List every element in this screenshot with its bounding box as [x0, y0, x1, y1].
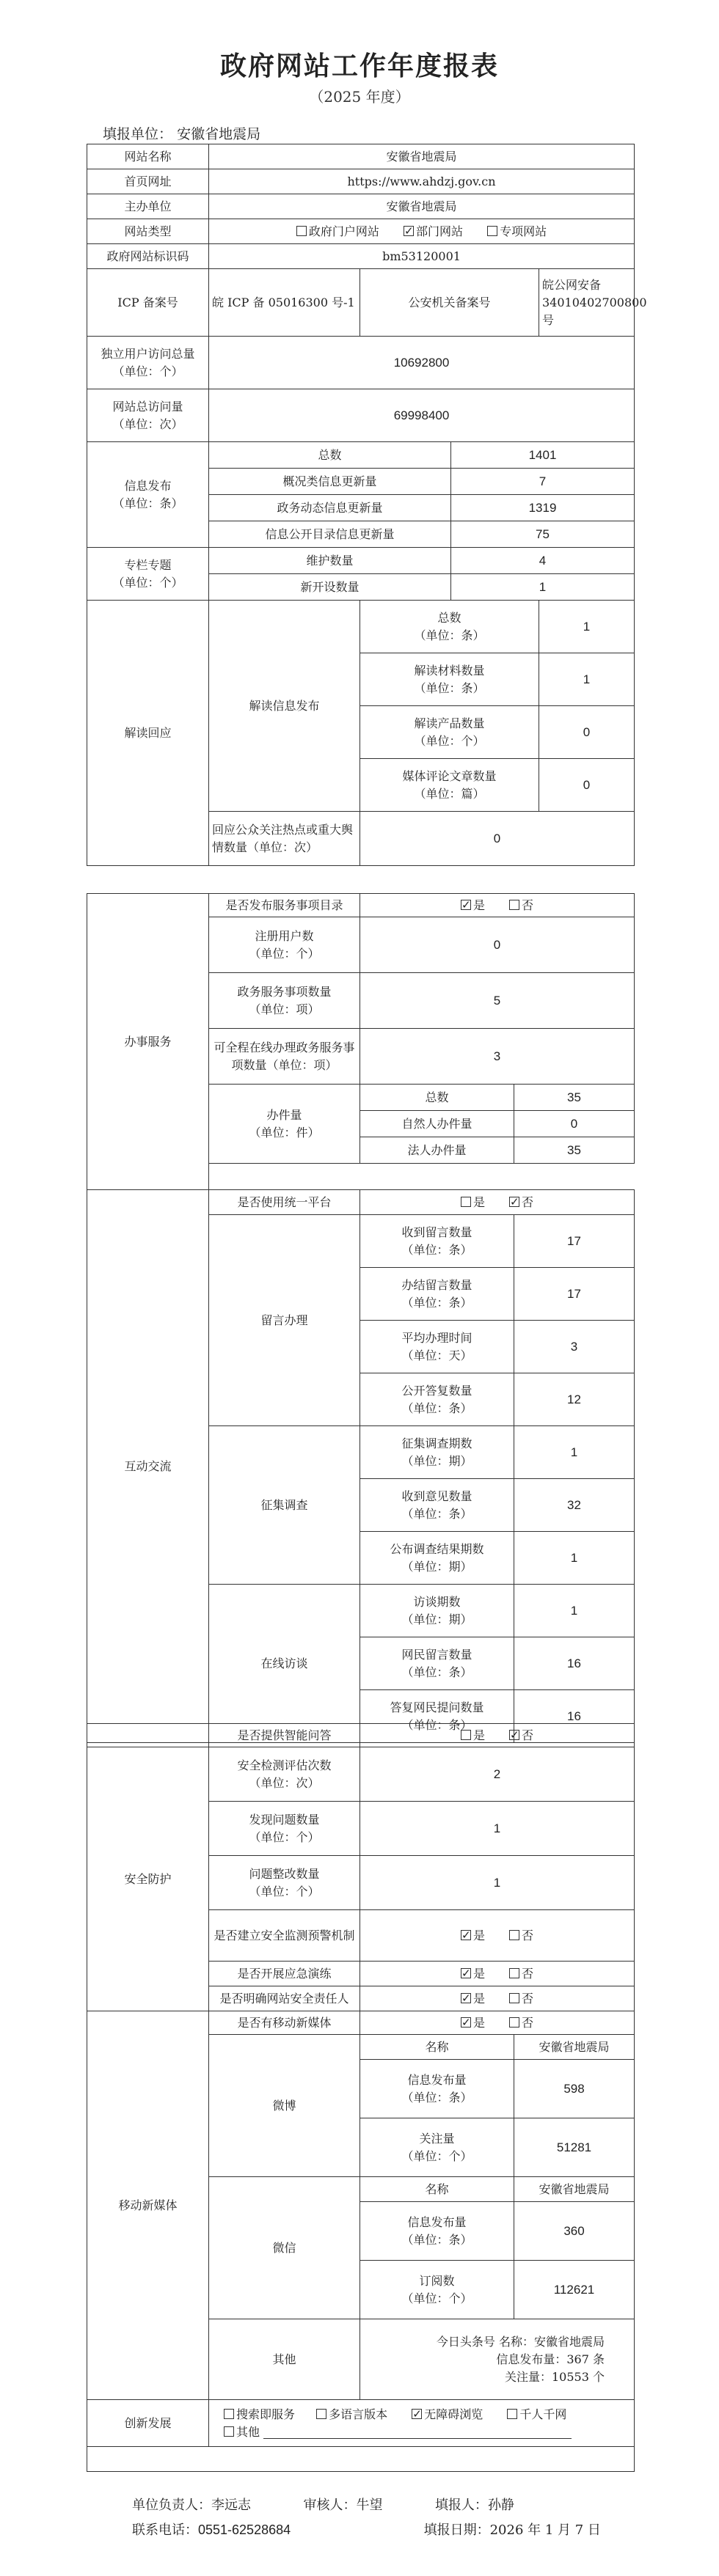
topics-label — [87, 548, 209, 601]
interpret-label: 解读回应 — [87, 601, 209, 866]
topics-row-label: 维护数量 — [209, 548, 451, 574]
msg-row-value: 17 — [514, 1215, 635, 1268]
drill-options — [360, 1962, 635, 1986]
msg-row-label — [360, 1321, 514, 1373]
users-label — [209, 917, 360, 973]
checkbox-icon — [509, 2017, 519, 2028]
survey-row-label-text: 收到意见数量 — [401, 1489, 472, 1503]
media-label: 移动新媒体 — [87, 2011, 209, 2400]
pv-unit: （单位：次） — [112, 417, 183, 431]
publish-row-value: 7 — [451, 469, 635, 495]
phone-label: 联系电话： — [132, 2522, 198, 2538]
publish-label-text: 信息发布 — [124, 478, 172, 493]
publish-unit: （单位：条） — [112, 496, 183, 510]
catalog-no[interactable] — [509, 897, 533, 914]
site-type-options — [209, 219, 635, 244]
handled-label-text: 办件量 — [266, 1107, 302, 1122]
chief-value: 李远志 — [211, 2498, 251, 2513]
platform-label: 是否使用统一平台 — [209, 1190, 360, 1215]
weibo-fans-value: 51281 — [514, 2118, 635, 2177]
checkbox-checked-icon — [404, 226, 414, 236]
police-label: 公安机关备案号 — [360, 269, 539, 337]
users-unit: （单位：个） — [249, 946, 320, 961]
option-label: 无障碍浏览 — [424, 2407, 483, 2421]
talk-row-unit: （单位：条） — [401, 1717, 472, 1732]
reviewer-value: 牛望 — [356, 2498, 383, 2513]
date-value: 2026 年 1 月 7 日 — [489, 2522, 601, 2538]
innovation-accessible[interactable] — [412, 2406, 483, 2423]
wechat-name-value: 安徽省地震局 — [514, 2177, 635, 2202]
interpret-row-label — [360, 601, 539, 653]
innovation-multilang[interactable] — [316, 2406, 387, 2423]
interpret-row-unit: （单位：篇） — [414, 786, 485, 801]
checkbox-icon — [509, 1968, 519, 1978]
checkbox-icon — [487, 226, 497, 236]
option-label: 是 — [472, 898, 485, 912]
weibo-fans-label-text: 关注量 — [419, 2131, 455, 2146]
smart-label: 是否提供智能问答 — [209, 1724, 360, 1747]
monitor-options — [360, 1910, 635, 1962]
media-has-options — [360, 2011, 635, 2035]
checkbox-icon — [509, 1930, 519, 1940]
interpret-row-label-text: 解读材料数量 — [414, 663, 485, 678]
topics-row-value: 4 — [451, 548, 635, 574]
smart-yes[interactable] — [461, 1727, 485, 1744]
weibo-pub-unit: （单位：条） — [401, 2090, 472, 2105]
publish-row-value: 1401 — [451, 442, 635, 469]
talk-row-label-text: 网民留言数量 — [401, 1647, 472, 1662]
talk-row-value: 16 — [514, 1637, 635, 1690]
option-label: 是 — [472, 1928, 485, 1942]
checkbox-checked-icon — [461, 2017, 471, 2028]
weibo-fans-label — [360, 2118, 514, 2177]
security-row-value: 1 — [360, 1856, 635, 1910]
smart-no[interactable] — [509, 1727, 533, 1744]
wechat-pub-value: 360 — [514, 2202, 635, 2261]
interpret-row-unit: （单位：条） — [414, 680, 485, 695]
msg-row-label — [360, 1215, 514, 1268]
pv-label-text: 网站总访问量 — [112, 399, 183, 414]
checkbox-icon — [461, 1197, 471, 1207]
platform-options — [360, 1190, 635, 1215]
survey-row-value: 1 — [514, 1532, 635, 1585]
report-year: （2025 年度） — [309, 88, 410, 106]
footer-contact — [132, 2520, 601, 2539]
option-label: 其他 — [236, 2424, 260, 2439]
checkbox-icon — [224, 2426, 234, 2437]
uv-label — [87, 337, 209, 389]
msg-row-value: 12 — [514, 1373, 635, 1426]
security-row-label — [209, 1856, 360, 1910]
checkbox-checked-icon — [461, 1968, 471, 1978]
innovation-label: 创新发展 — [87, 2400, 209, 2447]
users-value: 0 — [360, 917, 635, 973]
option-label: 千人千网 — [519, 2407, 567, 2421]
security-row-label-text: 安全检测评估次数 — [237, 1758, 332, 1772]
filler-unit-value: 安徽省地震局 — [177, 126, 261, 142]
wechat-pub-unit: （单位：条） — [401, 2232, 472, 2247]
date-label: 填报日期： — [423, 2522, 490, 2538]
survey-row-unit: （单位：期） — [401, 1559, 472, 1574]
talk-row-label — [360, 1585, 514, 1637]
security-row-unit: （单位：次） — [249, 1775, 320, 1790]
items-label — [209, 973, 360, 1029]
type-option-label: 政府门户网站 — [308, 224, 379, 238]
monitor-yes[interactable] — [461, 1927, 485, 1945]
site-name-label: 网站名称 — [87, 144, 209, 169]
publish-row-value: 75 — [451, 521, 635, 548]
checkbox-icon — [461, 1730, 471, 1740]
option-label: 否 — [522, 1991, 534, 2006]
other-media-line: 关注量：10553 个 — [505, 2369, 605, 2384]
msg-row-label-text: 收到留言数量 — [401, 1225, 472, 1239]
security-row-label-text: 问题整改数量 — [249, 1866, 320, 1881]
uv-value: 10692800 — [209, 337, 635, 389]
handled-row-label: 法人办件量 — [360, 1137, 514, 1164]
chief-label: 单位负责人： — [132, 2498, 211, 2513]
security-media-table — [87, 1723, 635, 2472]
publish-row-label: 政务动态信息更新量 — [209, 495, 451, 521]
msg-row-unit: （单位：条） — [401, 1242, 472, 1257]
talk-row-value: 1 — [514, 1585, 635, 1637]
handled-row-label: 自然人办件量 — [360, 1111, 514, 1137]
interpret-row-label — [360, 759, 539, 812]
security-row-label-text: 发现问题数量 — [249, 1812, 320, 1827]
topics-label-text: 专栏专题 — [124, 557, 172, 572]
interaction-table — [87, 1189, 635, 1743]
respond-label: 回应公众关注热点或重大舆情数量（单位：次） — [209, 812, 360, 866]
pv-value: 69998400 — [209, 389, 635, 442]
survey-row-label — [360, 1532, 514, 1585]
smart-options — [360, 1724, 635, 1747]
survey-row-unit: （单位：条） — [401, 1506, 472, 1521]
interpret-sub-label: 解读信息发布 — [209, 601, 360, 812]
filler-person-value: 孙静 — [487, 2498, 514, 2513]
publish-row-label: 概况类信息更新量 — [209, 469, 451, 495]
media-no[interactable] — [509, 2014, 533, 2032]
smart-blank — [87, 1724, 209, 1747]
drill-no[interactable] — [509, 1965, 533, 1983]
interpret-row-value: 1 — [539, 653, 635, 706]
sponsor-value: 安徽省地震局 — [209, 194, 635, 219]
security-row-label — [209, 1747, 360, 1802]
option-label: 否 — [522, 1928, 534, 1942]
msg-row-label-text: 平均办理时间 — [401, 1330, 472, 1345]
interpret-row-label — [360, 653, 539, 706]
footer-signers — [132, 2495, 514, 2514]
home-url-label: 首页网址 — [87, 169, 209, 194]
monitor-no[interactable] — [509, 1927, 533, 1945]
option-label: 是 — [472, 1728, 485, 1742]
msg-row-label — [360, 1373, 514, 1426]
weibo-name-label: 名称 — [360, 2035, 514, 2060]
publish-row-value: 1319 — [451, 495, 635, 521]
talk-row-value: 16 — [514, 1690, 635, 1743]
talk-label: 在线访谈 — [209, 1585, 360, 1743]
online-label: 可全程在线办理政务服务事项数量（单位：项） — [209, 1029, 360, 1085]
checkbox-icon — [296, 226, 307, 236]
uv-unit: （单位：个） — [112, 364, 183, 378]
filler-person-label: 填报人： — [434, 2498, 488, 2513]
weibo-pub-label — [360, 2060, 514, 2118]
interpret-row-value: 0 — [539, 706, 635, 759]
msg-row-label — [360, 1268, 514, 1321]
wechat-sub-label — [360, 2261, 514, 2319]
online-value: 3 — [360, 1029, 635, 1085]
msg-label: 留言办理 — [209, 1215, 360, 1426]
interact-section-label: 互动交流 — [87, 1190, 209, 1743]
weibo-fans-unit: （单位：个） — [401, 2148, 472, 2163]
weibo-name-value: 安徽省地震局 — [514, 2035, 635, 2060]
interpret-row-label-text: 总数 — [437, 610, 461, 625]
page-title: 政府网站工作年度报表 — [219, 51, 499, 81]
msg-row-value: 3 — [514, 1321, 635, 1373]
wechat-sub-label-text: 订阅数 — [419, 2273, 455, 2288]
security-row-unit: （单位：个） — [249, 1884, 320, 1898]
weibo-pub-label-text: 信息发布量 — [407, 2072, 467, 2087]
msg-row-label-text: 公开答复数量 — [401, 1383, 472, 1398]
site-name-value: 安徽省地震局 — [209, 144, 635, 169]
home-url-value: https://www.ahdzj.gov.cn — [209, 169, 635, 194]
interpret-row-unit: （单位：条） — [414, 628, 485, 642]
publish-label — [87, 442, 209, 548]
option-label: 否 — [522, 1195, 534, 1209]
type-option-special[interactable] — [487, 223, 547, 241]
media-has-label: 是否有移动新媒体 — [209, 2011, 360, 2035]
survey-row-label-text: 公布调查结果期数 — [390, 1541, 484, 1556]
duty-label: 是否明确网站安全责任人 — [209, 1986, 360, 2011]
handled-row-value: 35 — [514, 1085, 635, 1111]
basic-info-table — [87, 144, 647, 866]
service-interaction-table — [87, 893, 635, 1190]
platform-no[interactable] — [509, 1194, 533, 1211]
talk-row-label-text: 访谈期数 — [413, 1594, 461, 1609]
msg-row-label-text: 办结留言数量 — [401, 1277, 472, 1292]
publish-row-label: 总数 — [209, 442, 451, 469]
talk-row-unit: （单位：条） — [401, 1665, 472, 1679]
other-media-line: 今日头条号 名称：安徽省地震局 — [436, 2334, 605, 2349]
uv-label-text: 独立用户访问总量 — [101, 346, 195, 361]
option-label: 否 — [522, 898, 534, 912]
items-value: 5 — [360, 973, 635, 1029]
security-row-label — [209, 1802, 360, 1856]
checkbox-checked-icon — [509, 1730, 519, 1740]
catalog-label: 是否发布服务事项目录 — [209, 894, 360, 917]
innovation-other[interactable] — [224, 2423, 260, 2441]
survey-row-value: 1 — [514, 1426, 635, 1479]
drill-label: 是否开展应急演练 — [209, 1962, 360, 1986]
blank-row — [87, 2447, 635, 2472]
option-label: 是 — [472, 1195, 485, 1209]
interpret-row-label-text: 媒体评论文章数量 — [402, 768, 497, 783]
wechat-pub-label-text: 信息发布量 — [407, 2214, 467, 2229]
innovation-options — [209, 2400, 635, 2447]
reviewer-label: 审核人： — [303, 2498, 357, 2513]
topics-row-label: 新开设数量 — [209, 574, 451, 601]
option-label: 是 — [472, 1966, 485, 1981]
innovation-search-service[interactable] — [224, 2406, 295, 2423]
service-label: 办事服务 — [87, 894, 209, 1190]
security-row-value: 1 — [360, 1802, 635, 1856]
option-label: 否 — [522, 1966, 534, 1981]
survey-row-label — [360, 1479, 514, 1532]
wechat-name-label: 名称 — [360, 2177, 514, 2202]
checkbox-checked-icon — [461, 1930, 471, 1940]
survey-label: 征集调查 — [209, 1426, 360, 1585]
catalog-options — [360, 894, 635, 917]
other-media-info — [360, 2319, 635, 2400]
checkbox-checked-icon — [461, 900, 471, 910]
handled-label — [209, 1085, 360, 1164]
checkbox-icon — [507, 2409, 517, 2419]
type-option-portal[interactable] — [296, 223, 379, 241]
handled-row-value: 35 — [514, 1137, 635, 1164]
option-label: 搜索即服务 — [236, 2407, 296, 2421]
handled-unit: （单位：件） — [249, 1125, 320, 1140]
weibo-label: 微博 — [209, 2035, 360, 2177]
media-yes[interactable] — [461, 2014, 485, 2032]
handled-row-value: 0 — [514, 1111, 635, 1137]
checkbox-icon — [316, 2409, 326, 2419]
site-type-label: 网站类型 — [87, 219, 209, 244]
checkbox-icon — [509, 1993, 519, 2003]
site-code-label: 政府网站标识码 — [87, 244, 209, 269]
option-label: 否 — [522, 2015, 534, 2030]
survey-row-label-text: 征集调查期数 — [401, 1436, 472, 1450]
talk-row-label-text: 答复网民提问数量 — [390, 1700, 484, 1714]
filler-unit-label: 填报单位： — [103, 126, 173, 142]
users-label-text: 注册用户数 — [255, 928, 314, 943]
icp-label: ICP 备案号 — [87, 269, 209, 337]
other-media-line: 信息发布量：367 条 — [496, 2352, 605, 2366]
innovation-personalized[interactable] — [507, 2406, 566, 2423]
interpret-row-label — [360, 706, 539, 759]
interpret-row-unit: （单位：个） — [414, 733, 485, 748]
interpret-row-value: 1 — [539, 601, 635, 653]
phone-value: 0551-62528684 — [198, 2522, 291, 2537]
survey-row-label — [360, 1426, 514, 1479]
wechat-label: 微信 — [209, 2177, 360, 2319]
police-value: 皖公网安备 34010402700800 号 — [539, 269, 635, 337]
publish-row-label: 信息公开目录信息更新量 — [209, 521, 451, 548]
items-unit: （单位：项） — [249, 1002, 320, 1016]
security-label: 安全防护 — [87, 1747, 209, 2011]
wechat-sub-value: 112621 — [514, 2261, 635, 2319]
interpret-row-label-text: 解读产品数量 — [414, 716, 485, 730]
sponsor-label: 主办单位 — [87, 194, 209, 219]
innovation-other-underline[interactable] — [263, 2426, 572, 2439]
msg-row-unit: （单位：条） — [401, 1401, 472, 1415]
weibo-pub-value: 598 — [514, 2060, 635, 2118]
catalog-yes[interactable] — [461, 897, 485, 914]
option-label: 是 — [472, 2015, 485, 2030]
icp-value: 皖 ICP 备 05016300 号-1 — [209, 269, 360, 337]
wechat-sub-unit: （单位：个） — [401, 2291, 472, 2305]
type-option-label: 专项网站 — [500, 224, 547, 238]
checkbox-icon — [224, 2409, 234, 2419]
duty-options — [360, 1986, 635, 2011]
respond-value: 0 — [360, 812, 635, 866]
type-option-label: 部门网站 — [416, 224, 464, 238]
talk-row-unit: （单位：期） — [401, 1612, 472, 1626]
talk-row-label — [360, 1637, 514, 1690]
survey-row-unit: （单位：期） — [401, 1453, 472, 1468]
msg-row-value: 17 — [514, 1268, 635, 1321]
site-code-value: bm53120001 — [209, 244, 635, 269]
monitor-label: 是否建立安全监测预警机制 — [209, 1910, 360, 1962]
survey-row-value: 32 — [514, 1479, 635, 1532]
pv-label — [87, 389, 209, 442]
platform-yes[interactable] — [461, 1194, 485, 1211]
drill-yes[interactable] — [461, 1965, 485, 1983]
option-label: 多语言版本 — [329, 2407, 388, 2421]
option-label: 是 — [472, 1991, 485, 2006]
interpret-row-value: 0 — [539, 759, 635, 812]
handled-row-label: 总数 — [360, 1085, 514, 1111]
checkbox-checked-icon — [461, 1993, 471, 2003]
duty-yes[interactable] — [461, 1990, 485, 2008]
option-label: 否 — [522, 1728, 534, 1742]
checkbox-checked-icon — [509, 1197, 519, 1207]
topics-row-value: 1 — [451, 574, 635, 601]
wechat-pub-label — [360, 2202, 514, 2261]
type-option-department[interactable] — [404, 223, 463, 241]
duty-no[interactable] — [509, 1990, 533, 2008]
other-media-label: 其他 — [209, 2319, 360, 2400]
msg-row-unit: （单位：条） — [401, 1295, 472, 1310]
filler-unit — [103, 123, 260, 143]
security-row-value: 2 — [360, 1747, 635, 1802]
checkbox-icon — [509, 900, 519, 910]
items-label-text: 政务服务事项数量 — [237, 984, 332, 999]
checkbox-checked-icon — [412, 2409, 422, 2419]
msg-row-unit: （单位：天） — [401, 1348, 472, 1362]
topics-unit: （单位：个） — [112, 575, 183, 590]
security-row-unit: （单位：个） — [249, 1830, 320, 1844]
